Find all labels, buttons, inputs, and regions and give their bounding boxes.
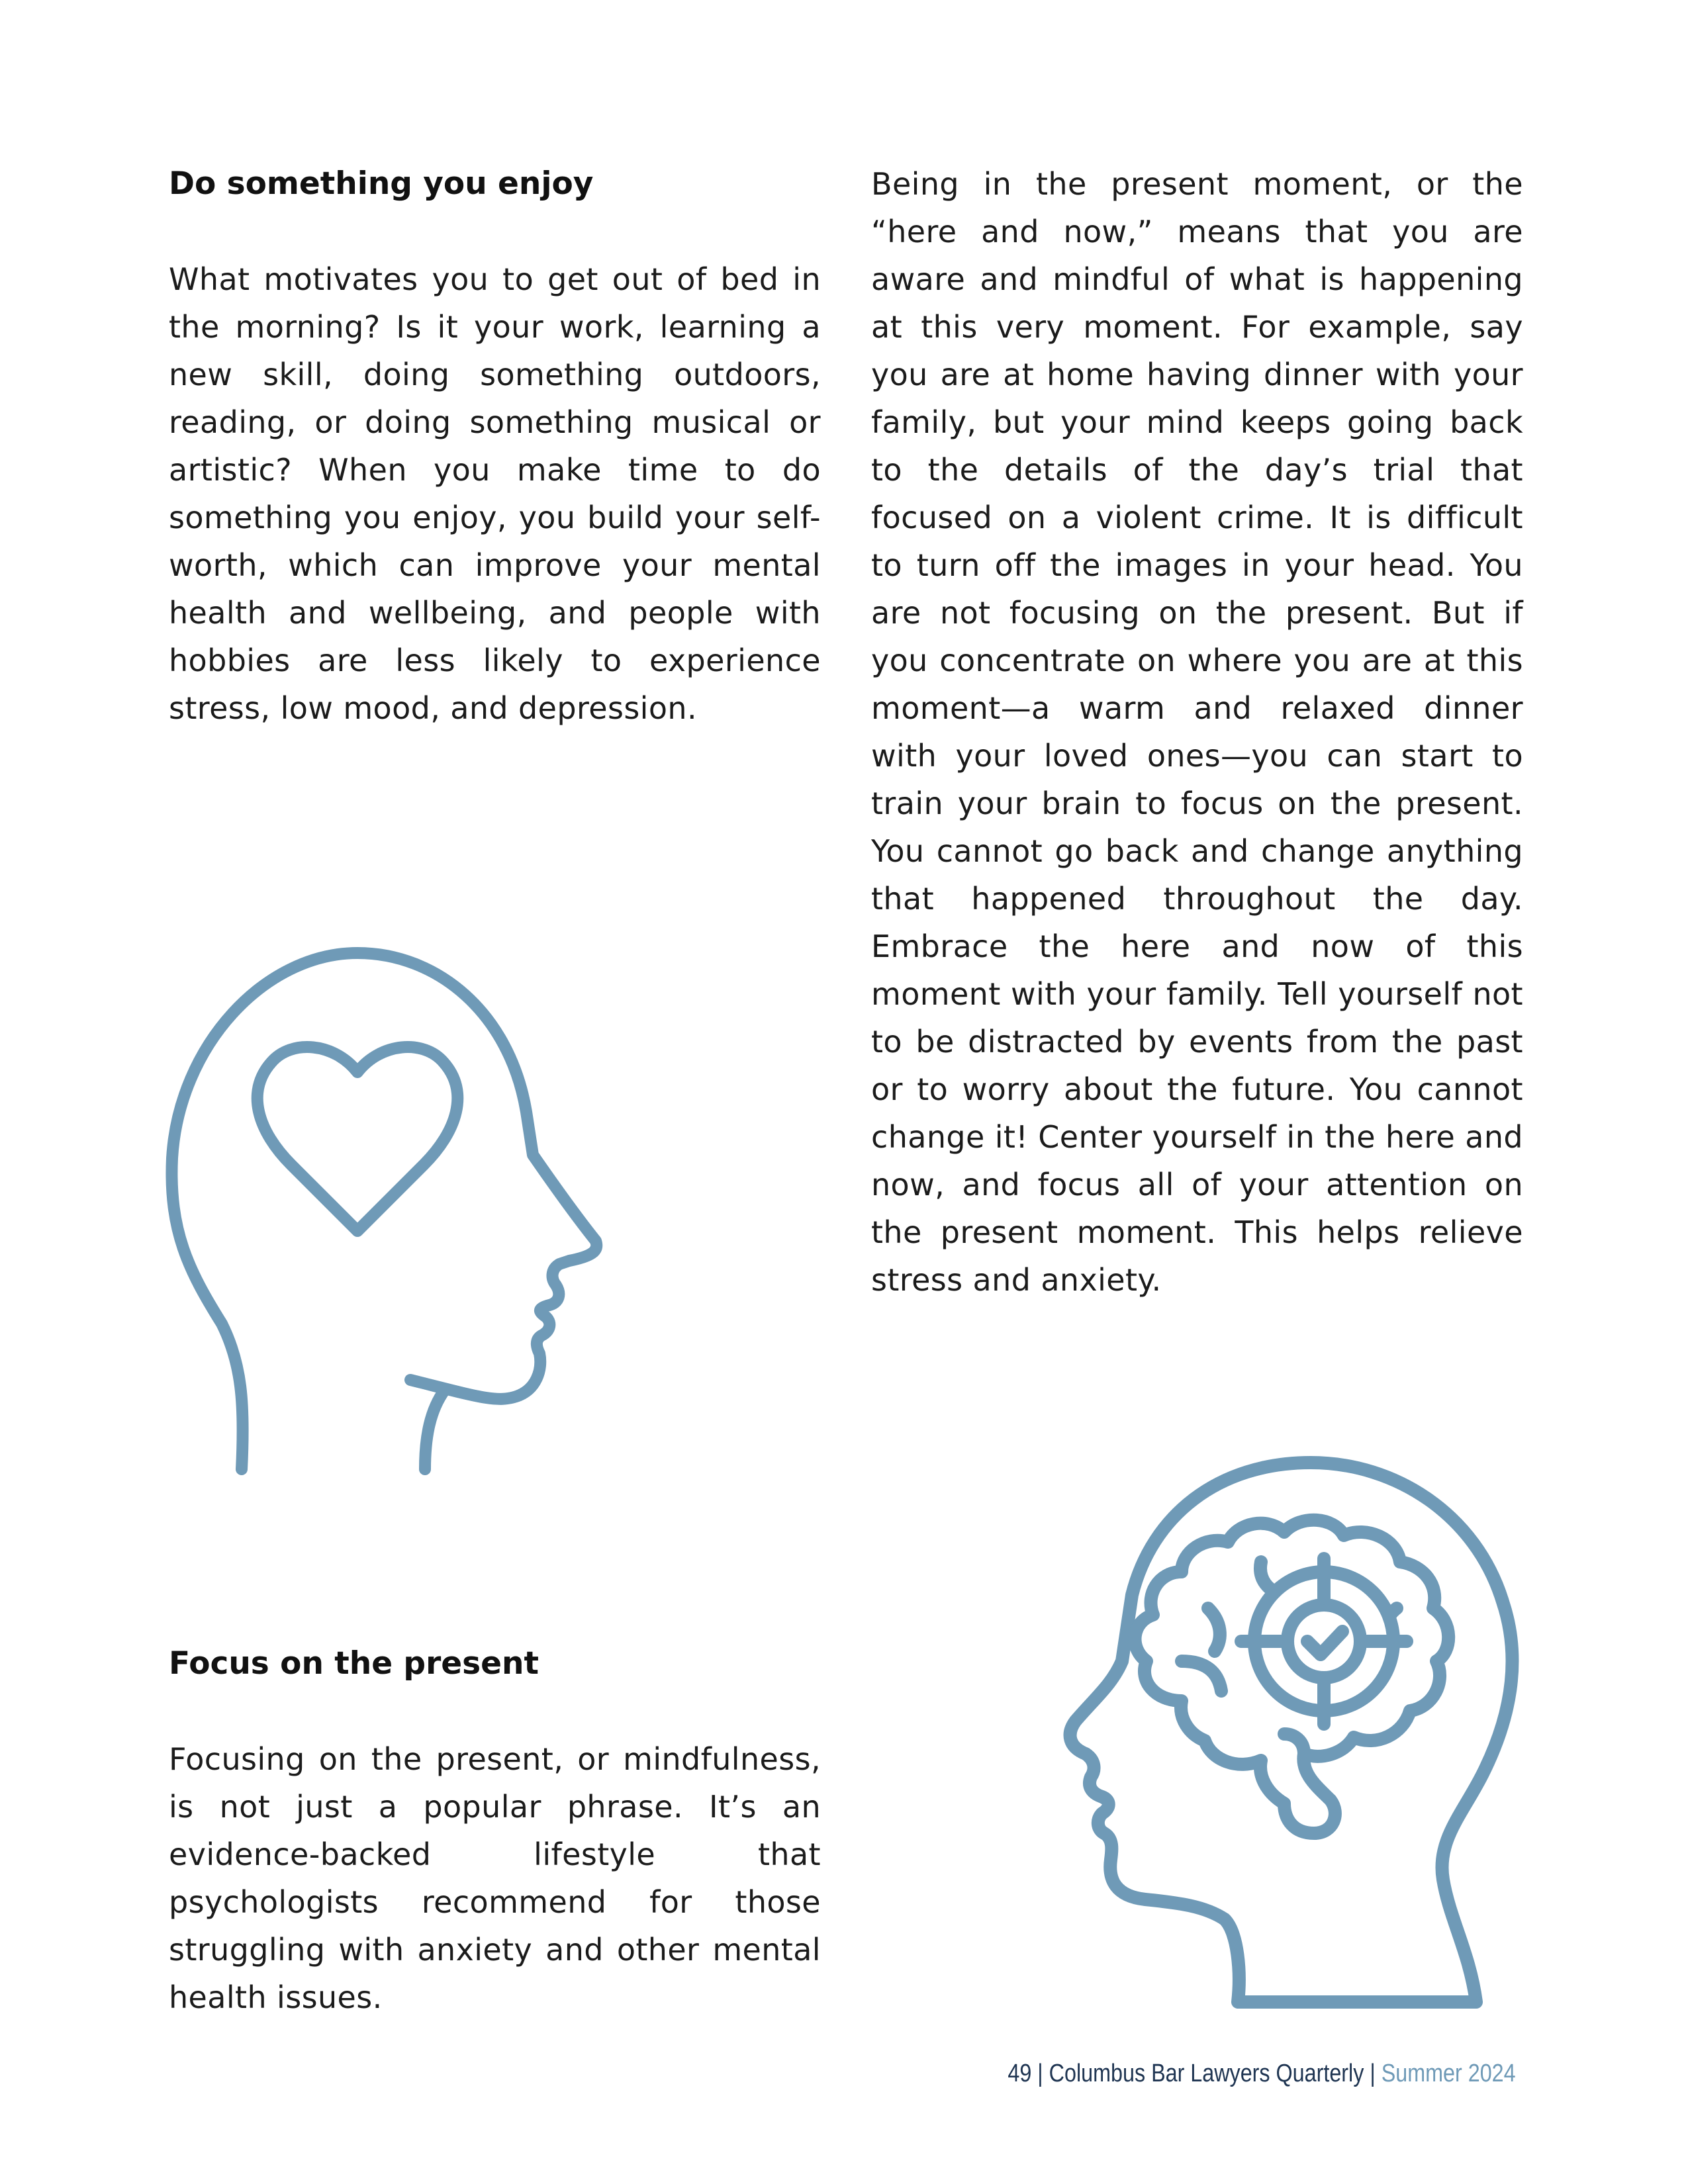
paragraph-focus: Focusing on the present, or mindfulness, is not just a popular phrase. It’s an evidence-backed lifestyle that psychologists recommend for those struggling with anxiety and other mental health issues. (169, 1741, 821, 2015)
heading-do-something-you-enjoy: Do something you enjoy (169, 165, 594, 202)
head-with-heart-icon (159, 940, 609, 1482)
publication-name: Columbus Bar Lawyers Quarterly (1049, 2060, 1364, 2087)
footer-separator-2: | (1370, 2060, 1376, 2087)
page-number: 49 (1008, 2060, 1032, 2087)
head-with-brain-target-icon (1039, 1443, 1536, 2025)
right-column (871, 160, 1523, 1304)
section-focus-on-present (169, 1640, 821, 2021)
issue-season: Summer 2024 (1382, 2060, 1516, 2087)
paragraph-present-moment: Being in the present moment, or the “here and now,” means that you are aware and mindful of what is happening at this very moment. For example, say you are at home having dinner with your family, but your mind keeps going back to the details of the day’s trial that focused on a violent crime. It is difficult to turn off the images in your head. You are not focusing on the present. But if you concentrate on where you are at this moment—a warm and relaxed dinner with your loved ones—you can start to train your brain to focus on the present. You cannot go back and change anything that happened throughout the day. Embrace the here and now of this moment with your family. Tell yourself not to be distracted by events from the past or to worry about the future. You cannot change it! Center yourself in the here and now, and focus all of your attention on the present moment. This helps relieve stress and anxiety. (871, 166, 1523, 1298)
paragraph-enjoy: What motivates you to get out of bed in the morning? Is it your work, learning a new skill, doing something outdoors, reading, or doing something musical or artistic? When you make time to do something you enjoy, you build your self-worth, which can improve your mental health and wellbeing, and people with hobbies are less likely to experience stress, low mood, and depression. (169, 261, 821, 726)
page-footer (1008, 2060, 1516, 2088)
footer-separator: | (1037, 2060, 1044, 2087)
heading-focus-on-the-present: Focus on the present (169, 1645, 539, 1682)
left-column (169, 160, 821, 732)
